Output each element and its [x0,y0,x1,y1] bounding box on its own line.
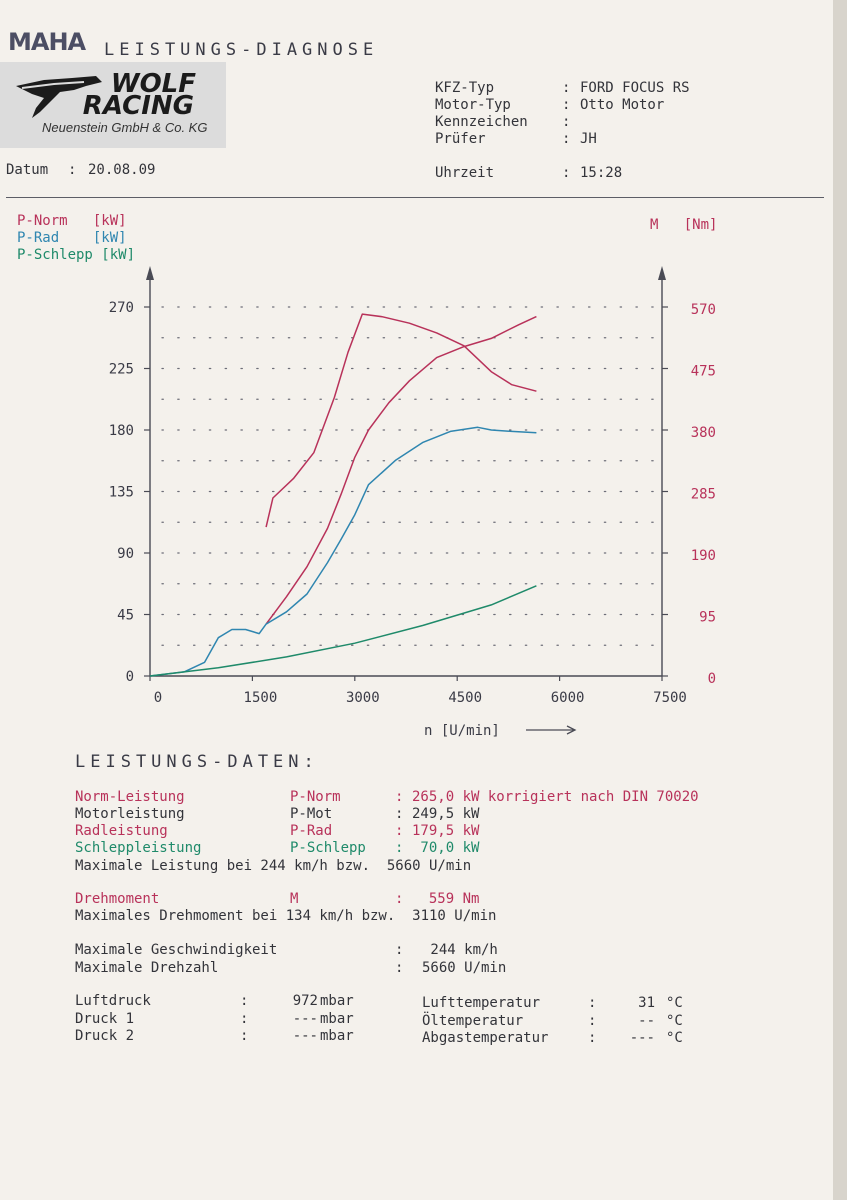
data-section-title: LEISTUNGS-DATEN: [75,752,319,772]
kfz-typ-value: FORD FOCUS RS [580,80,690,96]
drehmoment-sym: M [290,891,299,907]
motor-typ-value: Otto Motor [580,97,665,113]
env-sep2-3: : [588,1030,597,1046]
left-tick-label: 180 [108,423,134,439]
env-unit-2: mbar [320,1011,354,1027]
uhrzeit-label: Uhrzeit [435,165,495,181]
right-tick-label: 190 [690,548,716,564]
drehmoment-sep: : [395,891,404,907]
pruefer-value: JH [580,131,597,147]
radleistung-value: 179,5 kW [412,823,480,839]
x-tick-label: 7500 [653,690,687,706]
env-sep-1: : [240,993,249,1009]
env-label-2: Druck 1 [75,1011,135,1027]
schleppleistung-sep: : [395,840,404,856]
right-tick-label: 475 [690,363,716,380]
motor-sep: : [562,97,571,113]
left-tick-label: 45 [117,607,134,624]
document-title: LEISTUNGS-DIAGNOSE [104,40,379,60]
env-value2-3: --- [629,1030,655,1046]
env-value2-1: 31 [638,995,655,1011]
left-axis-arrow-icon [146,266,154,280]
uhrzeit-sep: : [562,165,571,181]
env-value2-2: -- [638,1013,655,1029]
left-tick-label: 0 [125,669,134,685]
env-unit2-1: °C [666,995,683,1011]
env-unit2-2: °C [666,1013,683,1029]
env-sep2-2: : [588,1013,597,1029]
max-rpm-sep: : [395,960,404,976]
left-tick-label: 90 [117,546,134,562]
logo-subtitle: Neuenstein GmbH & Co. KG [42,120,208,135]
right-axis-label: M [Nm] [650,217,718,233]
kennzeichen-sep: : [562,114,571,130]
x-tick-label: 0 [153,690,163,706]
x-tick-label: 6000 [550,690,585,706]
env-label-1: Luftdruck [75,993,151,1009]
series-line-m [266,314,536,527]
env-label2-1: Lufttemperatur [422,995,541,1011]
norm-leistung-sym: P-Norm [290,789,341,805]
right-tick-label: 0 [707,671,716,687]
motorleistung-label: Motorleistung [75,806,185,822]
kennzeichen-label: Kennzeichen [435,114,528,130]
datum-value: 20.08.09 [88,162,156,178]
env-unit-3: mbar [320,1028,354,1044]
left-tick-label: 225 [108,361,134,378]
max-torque-line: Maximales Drehmoment bei 134 km/h bzw. 3110 U/min [75,908,497,924]
right-tick-label: 95 [699,609,716,626]
env-label2-2: Öltemperatur [422,1013,524,1029]
max-speed-value: 244 km/h [422,942,498,958]
radleistung-label: Radleistung [75,823,168,839]
env-sep2-1: : [588,995,597,1011]
max-power-line: Maximale Leistung bei 244 km/h bzw. 5660 U/min [75,858,472,874]
env-value-1: 972 [292,993,318,1009]
radleistung-sep: : [395,823,404,839]
schleppleistung-sym: P-Schlepp [290,840,366,856]
env-value-3: --- [292,1028,318,1044]
pruefer-sep: : [562,131,571,147]
motorleistung-sep: : [395,806,404,822]
x-axis-label: n [U/min] [424,723,500,739]
left-axis-legend-label: P-Rad [kW] [17,230,127,246]
max-speed-sep: : [395,942,404,958]
right-axis-arrow-icon [658,266,666,280]
x-tick-label: 4500 [448,690,483,706]
schleppleistung-label: Schleppleistung [75,840,202,856]
max-rpm-label: Maximale Drehzahl [75,960,219,976]
radleistung-sym: P-Rad [290,823,333,839]
env-unit-1: mbar [320,993,354,1009]
max-rpm-value: 5660 U/min [422,960,507,976]
env-label2-3: Abgastemperatur [422,1030,549,1046]
norm-leistung-label: Norm-Leistung [75,789,185,805]
x-tick-label: 3000 [345,690,380,706]
motorleistung-sym: P-Mot [290,806,333,822]
env-unit2-3: °C [666,1030,683,1046]
right-tick-label: 380 [690,425,716,441]
logo-line1: WOLF [110,69,196,99]
pruefer-label: Prüfer [435,131,486,147]
kfz-sep: : [562,80,571,96]
kfz-typ-label: KFZ-Typ [435,80,495,96]
motor-typ-label: Motor-Typ [435,97,511,113]
series-line-p-schlepp [150,586,536,676]
max-speed-label: Maximale Geschwindigkeit [75,942,278,958]
norm-leistung-value: 265,0 kW korrigiert nach DIN 70020 [412,789,699,805]
norm-leistung-sep: : [395,789,404,805]
drehmoment-label: Drehmoment [75,891,160,907]
right-tick-label: 570 [690,302,716,318]
env-value-2: --- [292,1011,318,1027]
env-label-3: Druck 2 [75,1028,135,1044]
right-tick-label: 285 [690,486,716,503]
motorleistung-value: 249,5 kW [412,806,480,822]
left-axis-legend-label: P-Norm [kW] [17,213,127,229]
schleppleistung-value: 70,0 kW [412,840,480,856]
series-line-p-rad [150,427,536,676]
x-tick-label: 1500 [243,690,278,706]
drehmoment-value: 559 Nm [412,891,480,907]
uhrzeit-value: 15:28 [580,165,623,181]
logo-line2: RACING [82,91,194,121]
left-tick-label: 270 [108,300,134,316]
datum-sep: : [68,162,77,178]
left-tick-label: 135 [108,484,134,501]
datum-label: Datum [6,162,49,178]
env-sep-3: : [240,1028,249,1044]
left-axis-legend-label: P-Schlepp [kW] [17,247,136,263]
env-sep-2: : [240,1011,249,1027]
maha-logo-text: MAHA [8,28,86,56]
series-line-p-norm [266,317,536,624]
